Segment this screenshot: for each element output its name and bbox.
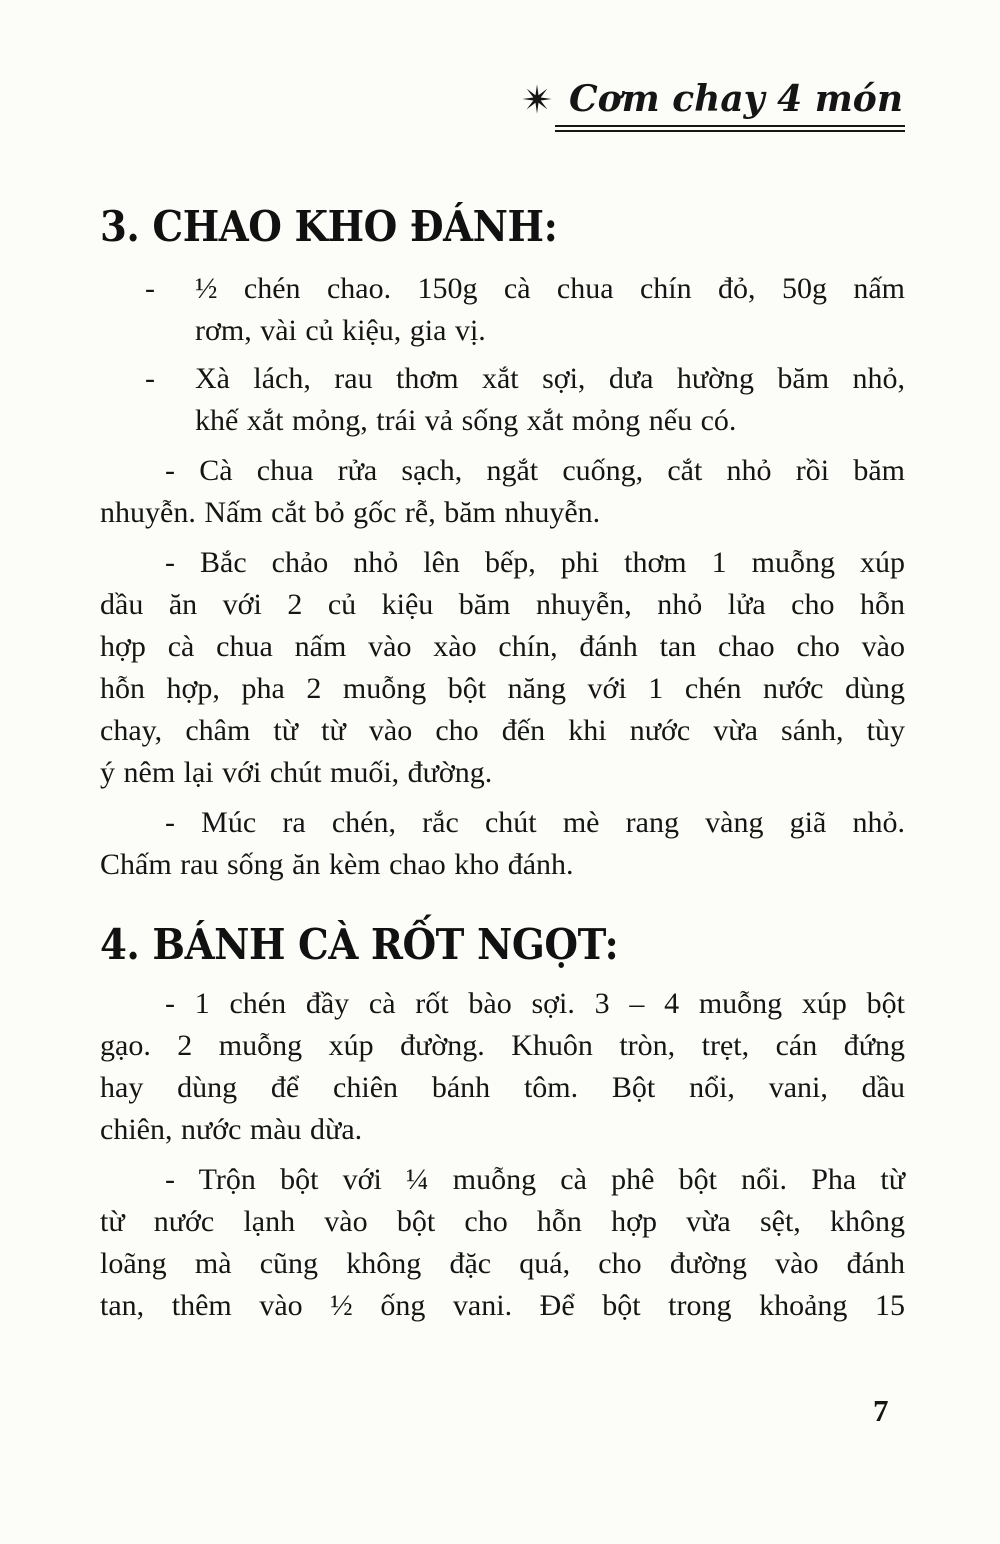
text-line: chay, châm từ từ vào cho đến khi nước vừa sánh, tùy <box>100 714 905 748</box>
section-heading: 4. BÁNH CÀ RỐT NGỌT: <box>100 920 619 970</box>
text-line: Chấm rau sống ăn kèm chao kho đánh. <box>100 848 574 882</box>
text-line: loãng mà cũng không đặc quá, cho đường vào đánh <box>100 1246 905 1280</box>
paragraph <box>100 1159 905 1327</box>
header-title: Cơm chay 4 món <box>555 78 905 132</box>
eight-pointed-star-icon <box>521 82 553 124</box>
text-line: khế xắt mỏng, trái vả sống xắt mỏng nếu có. <box>195 404 737 438</box>
section-banh-ca-rot-ngot <box>100 920 905 1326</box>
text-line: gạo. 2 muỗng xúp đường. Khuôn tròn, trẹt, cán đứng <box>100 1028 905 1062</box>
list-dash-marker: - <box>145 362 155 396</box>
text-line: nhuyễn. Nấm cắt bỏ gốc rễ, băm nhuyễn. <box>100 496 601 530</box>
text-line: chiên, nước màu dừa. <box>100 1112 363 1146</box>
ingredient-list <box>100 268 905 442</box>
list-dash-marker: - <box>145 272 155 306</box>
paragraph <box>100 450 905 534</box>
text-line: ý nêm lại với chút muối, đường. <box>100 756 493 790</box>
text-line: từ nước lạnh vào bột cho hỗn hợp vừa sệt, không <box>100 1204 905 1238</box>
text-line: hay dùng để chiên bánh tôm. Bột nổi, vani, dầu <box>100 1070 905 1104</box>
text-line: - Múc ra chén, rắc chút mè rang vàng giã nhỏ. <box>165 806 905 840</box>
page-number: 7 <box>873 1393 889 1428</box>
text-line: hỗn hợp, pha 2 muỗng bột năng với 1 chén nước dùng <box>100 672 905 706</box>
section-chao-kho-danh <box>100 202 905 886</box>
paragraph <box>100 802 905 886</box>
text-line: ½ chén chao. 150g cà chua chín đỏ, 50g nấm <box>195 272 905 306</box>
text-line: tan, thêm vào ½ ống vani. Để bột trong khoảng 15 <box>100 1288 905 1322</box>
list-item <box>100 358 905 442</box>
text-line: - 1 chén đầy cà rốt bào sợi. 3 – 4 muỗng xúp bột <box>165 986 905 1020</box>
text-line: Xà lách, rau thơm xắt sợi, dưa hường băm nhỏ, <box>195 362 905 396</box>
text-line: hợp cà chua nấm vào xào chín, đánh tan chao cho vào <box>100 630 905 664</box>
running-header <box>100 0 905 132</box>
text-line: - Bắc chảo nhỏ lên bếp, phi thơm 1 muỗng xúp <box>165 546 905 580</box>
paragraph <box>100 983 905 1151</box>
paragraph <box>100 542 905 794</box>
text-line: - Trộn bột với ¼ muỗng cà phê bột nổi. Pha từ <box>165 1162 905 1196</box>
text-line: - Cà chua rửa sạch, ngắt cuống, cắt nhỏ rồi băm <box>165 454 905 488</box>
list-item <box>100 268 905 352</box>
section-heading: 3. CHAO KHO ĐÁNH: <box>100 202 558 251</box>
text-line: rơm, vài củ kiệu, gia vị. <box>195 314 486 348</box>
text-line: dầu ăn với 2 củ kiệu băm nhuyễn, nhỏ lửa cho hỗn <box>100 588 905 622</box>
